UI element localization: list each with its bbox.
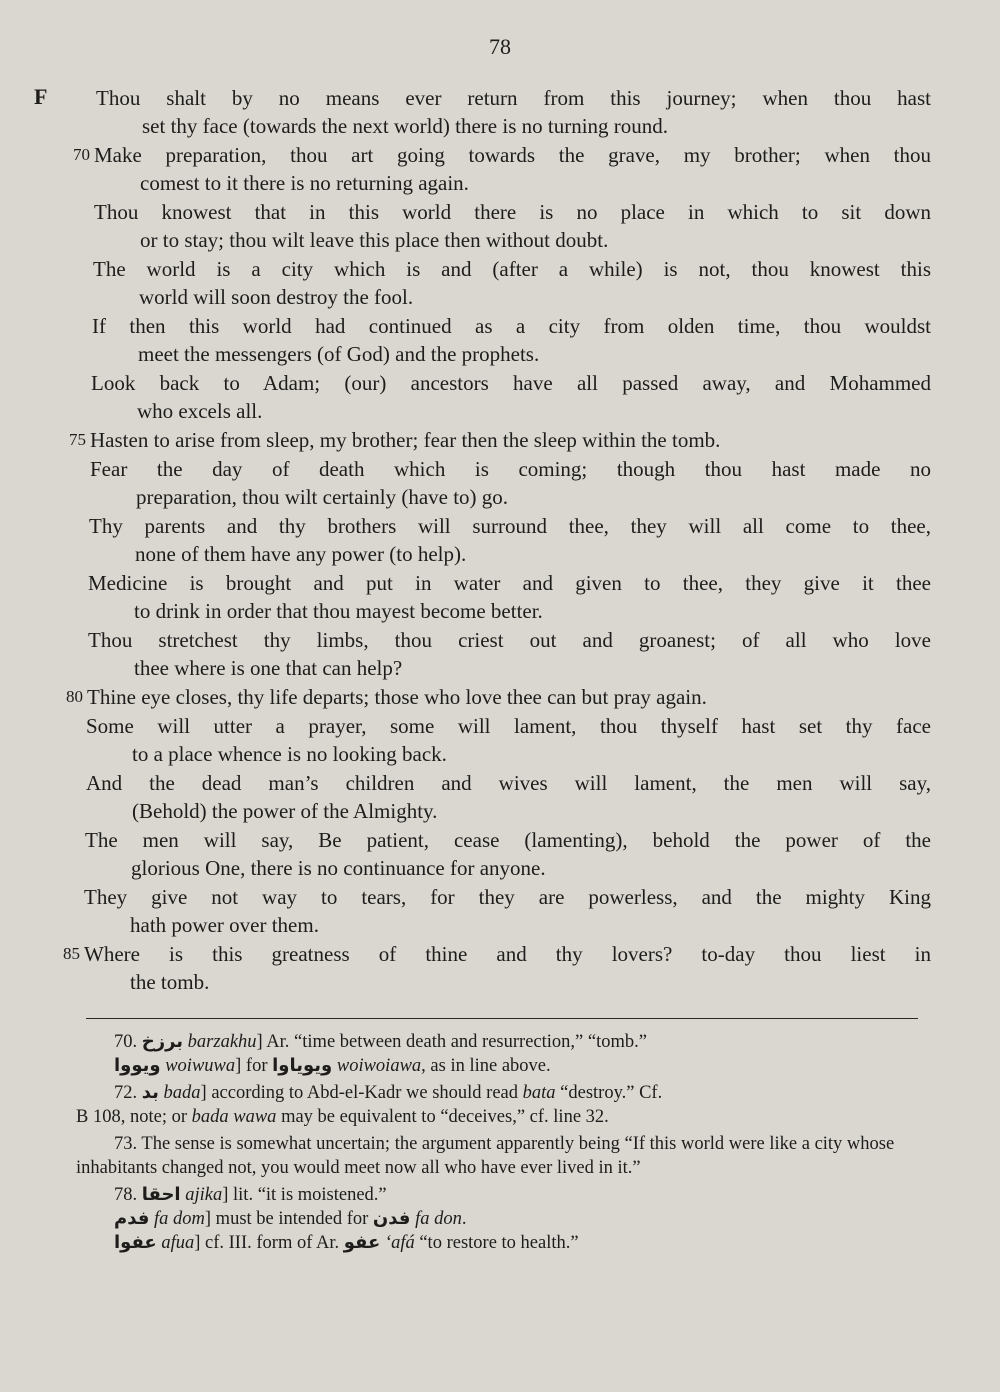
verse-continuation: meet the messengers (of God) and the prophets. [138,342,540,366]
verse-number: 75 [69,430,86,449]
verse-continuation: the tomb. [130,970,210,994]
transliteration: afua [161,1233,195,1253]
footnote-text: B 108, note; or [76,1107,192,1127]
transliteration: bata [522,1083,556,1103]
section-letter: F [34,84,48,109]
arabic-word: بد [141,1082,159,1103]
footnote-text: “destroy.” Cf. [555,1083,663,1103]
verse [46,712,931,768]
verse [46,883,931,939]
footnote-text: . [461,1209,467,1229]
verse [46,369,931,425]
verse-line: Thy parents and thy brothers will surround thee, they will all come to thee, [89,514,931,538]
footnote-line [76,1054,918,1078]
transliteration: fa dom [154,1209,205,1229]
footnote-line [76,1183,918,1207]
footnote [76,1030,918,1078]
footnote-text: ] cf. III. form of Ar. [194,1233,344,1253]
verse-line: Fear the day of death which is coming; though thou hast made no [90,457,931,481]
verse-line: Look back to Adam; (our) ancestors have all passed away, and Mohammed [91,371,931,395]
arabic-word: ويووا [114,1055,161,1076]
footnote-line [76,1231,918,1255]
footnote-text: may be equivalent to “deceives,” cf. line 32. [276,1107,609,1127]
arabic-word: احقا [141,1184,181,1205]
footnote [76,1183,918,1255]
verse-line: Medicine is brought and put in water and given to thee, they give it thee [88,571,931,595]
verse-line: Where is this greatness of thine and thy lovers? to-day thou liest in [84,942,931,966]
transliteration: ‘afá [384,1233,415,1253]
verse-line: Thou shalt by no means ever return from this journey; when thou hast [96,86,931,110]
verse-continuation: set thy face (towards the next world) there is no turning round. [142,114,669,138]
footnote-line [76,1081,918,1105]
verse [46,141,931,197]
verse [46,826,931,882]
verse [46,84,931,140]
footnote-line [76,1030,918,1054]
footnote-text: “to restore to health.” [414,1233,579,1253]
verse-translation [46,84,931,997]
footnote-line [76,1132,918,1180]
verse-continuation: or to stay; thou wilt leave this place then without doubt. [140,228,609,252]
arabic-word: برزخ [141,1031,184,1052]
verse [46,569,931,625]
verse [46,455,931,511]
verse-continuation: (Behold) the power of the Almighty. [132,799,438,823]
verse-continuation: glorious One, there is no continuance for anyone. [131,856,546,880]
verse-line: Hasten to arise from sleep, my brother; fear then the sleep within the tomb. [90,428,721,452]
verse-line: Thou knowest that in this world there is no place in which to sit down [94,200,931,224]
footnote-text: , as in line above. [421,1056,551,1076]
verse-line: Thine eye closes, thy life departs; those who love thee can but pray again. [87,685,707,709]
verse [46,312,931,368]
footnote-text: ] lit. “it is moistened.” [222,1185,387,1205]
footnote-line [76,1207,918,1231]
verse-continuation: to a place whence is no looking back. [132,742,447,766]
footnote-ref: 73. [114,1134,142,1154]
verse-continuation: preparation, thou wilt certainly (have to) go. [136,485,509,509]
verse [46,683,931,711]
verse-line: If then this world had continued as a city from olden time, thou wouldst [92,314,931,338]
verse-number: 80 [66,687,83,706]
transliteration: woiwuwa [165,1056,236,1076]
arabic-word: ويوياوا [272,1055,333,1076]
verse [46,940,931,996]
transliteration: bada wawa [191,1107,277,1127]
footnote-text: ] according to Abd-el-Kadr we should read [200,1083,523,1103]
page-number: 78 [489,34,511,59]
verse-continuation: thee where is one that can help? [134,656,403,680]
transliteration: bada [163,1083,201,1103]
verse [46,426,931,454]
footnote-ref: 72. [114,1083,142,1103]
footnote-ref: 78. [114,1185,142,1205]
verse [46,626,931,682]
verse-continuation: none of them have any power (to help). [135,542,467,566]
verse-continuation: to drink in order that thou mayest become better. [134,599,543,623]
verse [46,512,931,568]
transliteration: woiwoiawa [336,1056,422,1076]
footnote-rule [86,1018,918,1019]
verse-line: The men will say, Be patient, cease (lamenting), behold the power of the [85,828,931,852]
arabic-word: فدن [372,1208,411,1229]
verse-continuation: hath power over them. [130,913,319,937]
footnote-text: ] Ar. “time between death and resurrection,” “tomb.” [256,1032,647,1052]
footnote-text: ] must be intended for [204,1209,373,1229]
transliteration: fa don [415,1209,462,1229]
verse-line: Thou stretchest thy limbs, thou criest out and groanest; of all who love [88,628,931,652]
verse-number: 85 [63,944,80,963]
verse-line: They give not way to tears, for they are powerless, and the mighty King [84,885,931,909]
verse-line: Make preparation, thou art going towards the grave, my brother; when thou [94,143,931,167]
verse-continuation: who excels all. [137,399,263,423]
footnote-ref: 70. [114,1032,142,1052]
verse-line: The world is a city which is and (after a while) is not, thou knowest this [93,257,931,281]
footnotes [76,1030,918,1258]
verse-continuation: comest to it there is no returning again. [140,171,469,195]
verse-line: Some will utter a prayer, some will lament, thou thyself hast set thy face [86,714,931,738]
verse [46,255,931,311]
arabic-word: عفوا [114,1232,157,1253]
footnote [76,1081,918,1129]
transliteration: ajika [185,1185,223,1205]
transliteration: barzakhu [187,1032,257,1052]
footnote-line [76,1105,918,1129]
verse [46,198,931,254]
verse [46,769,931,825]
verse-number: 70 [73,145,90,164]
verse-line: And the dead man’s children and wives will lament, the men will say, [86,771,931,795]
footnote [76,1132,918,1180]
verse-continuation: world will soon destroy the fool. [139,285,414,309]
arabic-word: فدم [114,1208,150,1229]
footnote-text: ] for [235,1056,273,1076]
footnote-text: The sense is somewhat uncertain; the argument apparently being “If this world were like a city whose inhabitants changed not, you would meet now all who have ever lived in it.” [76,1134,895,1178]
arabic-word: عفو [343,1232,381,1253]
